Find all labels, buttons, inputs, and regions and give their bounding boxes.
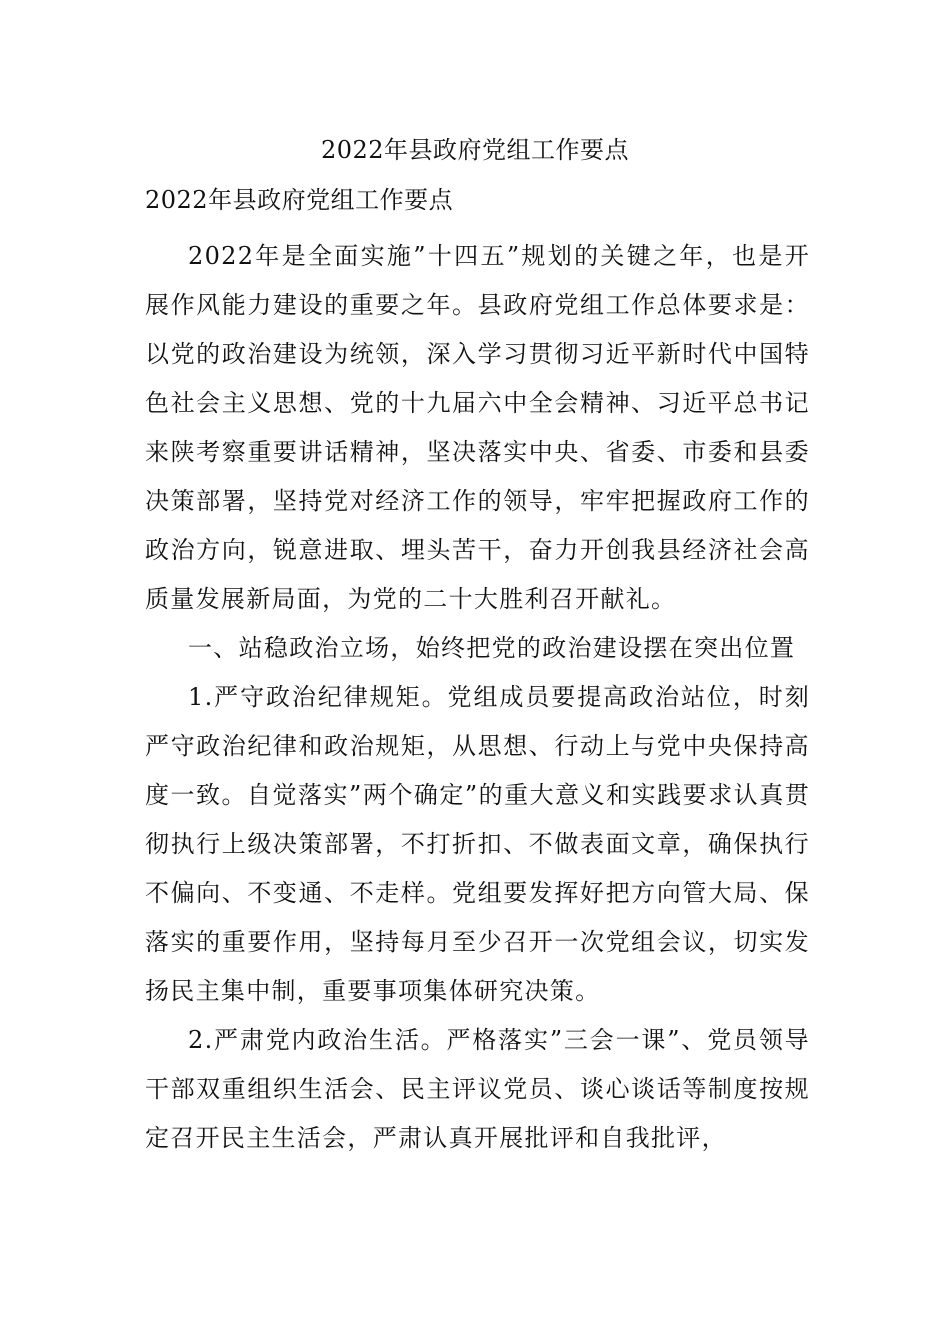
document-title: 2022年县政府党组工作要点 <box>320 136 630 164</box>
item-paragraph-2: 2.严肃党内政治生活。严格落实”三会一课”、党员领导干部双重组织生活会、民主评议党员、谈心谈话等制度按规定召开民主生活会，严肃认真开展批评和自我批评， <box>145 1026 810 1152</box>
item-paragraph-1: 1.严守政治纪律规矩。党组成员要提高政治站位，时刻严守政治纪律和政治规矩，从思想、行动上与党中央保持高度一致。自觉落实”两个确定”的重大意义和实践要求认真贯彻执行上级决策部署，不打折扣、不做表面文章，确保执行不偏向、不变通、不走样。党组要发挥好把方向管大局、保落实的重要作用，坚持每月至少召开一次党组会议，切实发扬民主集中制，重要事项集体研究决策。 <box>145 683 810 1005</box>
section-heading: 一、站稳政治立场，始终把党的政治建设摆在突出位置 <box>188 634 796 662</box>
document-body <box>145 232 810 1163</box>
intro-paragraph: 2022年是全面实施”十四五”规划的关键之年，也是开展作风能力建设的重要之年。县政府党组工作总体要求是：以党的政治建设为统领，深入学习贯彻习近平新时代中国特色社会主义思想、党的十九届六中全会精神、习近平总书记来陕考察重要讲话精神，坚决落实中央、省委、市委和县委决策部署，坚持党对经济工作的领导，牢牢把握政府工作的政治方向，锐意进取、埋头苦干，奋力开创我县经济社会高质量发展新局面，为党的二十大胜利召开献礼。 <box>145 242 810 613</box>
document-subtitle: 2022年县政府党组工作要点 <box>145 186 454 214</box>
